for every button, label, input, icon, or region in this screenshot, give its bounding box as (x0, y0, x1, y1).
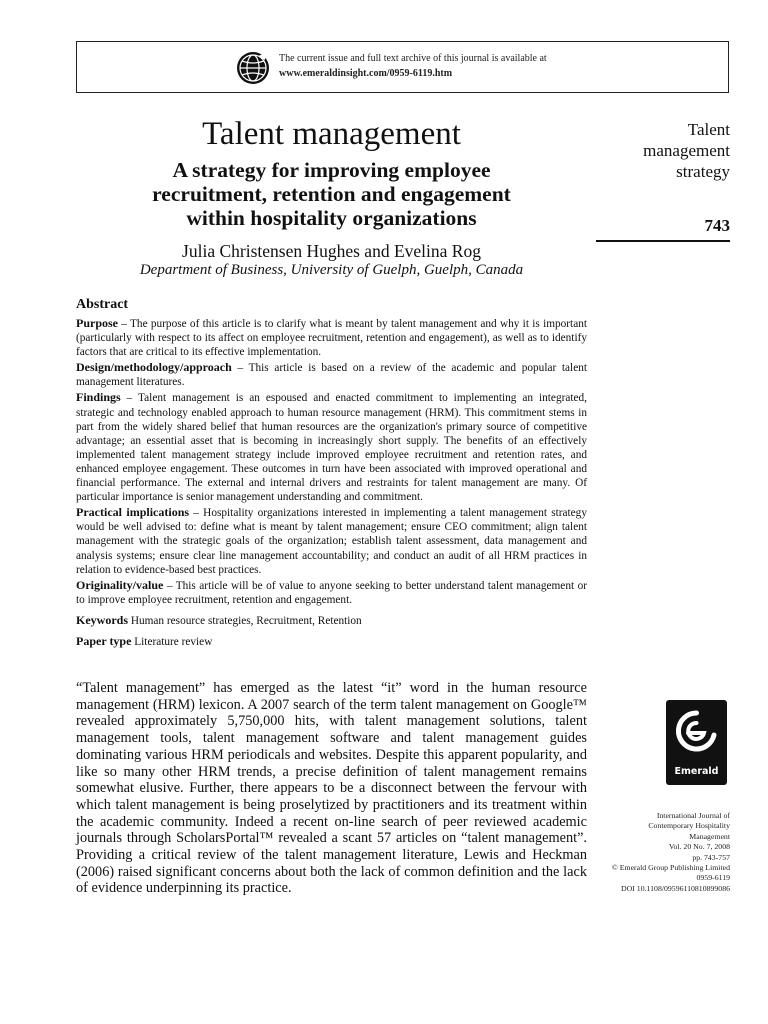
affiliation: Department of Business, University of Guelph, Guelph, Canada (139, 262, 524, 278)
abstract-purpose (76, 316, 587, 359)
banner-url[interactable]: www.emeraldinsight.com/0959-6119.htm (279, 68, 453, 79)
paper-type-text: Literature review (131, 635, 213, 648)
section-text: – Hospitality organizations interested in implementing a talent management strategy would be well advised to: define what is meant by talent management; ensure CEO commitment; align talent management with the strategic goals of the organization; establish talent assessment, data management and analysis systems; ensure clear line management accountability; and conduct an audit of all HRM practices in relation to evidence-based best practices. (76, 507, 587, 576)
page-number: 743 (704, 216, 730, 235)
paper-type-label: Paper type (76, 633, 132, 648)
body-paragraph: “Talent management” has emerged as the latest “it” word in the human resource management (HRM) lexicon. A 2007 search of the term talent management on Google™ revealed approximately 5,750,000 hits, with talent management solutions, talent management tools, talent management software and talent management guides dominating various HRM periodicals and websites. Despite this apparent popularity, and like so many other HRM trends, a precise definition of talent management remains somewhat elusive. Further, there appears to be a disconnect between the fervour with which talent management is being proselytized by practitioners and its treatment within the academic community. Indeed a recent on-line search of peer reviewed academic journals through ScholarsPortal™ revealed a scant 57 articles on “talent management”. Providing a critical review of the talent management literature, Lewis and Heckman (2006) raised significant concerns about both the lack of common definition and the lack of evidence underpinning its practice. (76, 680, 587, 897)
emerald-logo-icon (666, 700, 727, 785)
abstract-design (76, 360, 587, 389)
citation-block (590, 811, 730, 894)
subtitle-line: A strategy for improving employee (172, 158, 491, 182)
section-label: Design/methodology/approach (76, 360, 232, 375)
section-label: Purpose (76, 316, 118, 330)
banner-text: The current issue and full text archive of this journal is available at (279, 53, 547, 64)
emerald-mark-icon (674, 708, 719, 760)
journal-banner (76, 41, 729, 93)
paper-type (76, 634, 587, 649)
abstract-heading: Abstract (76, 297, 129, 312)
abstract-findings (76, 390, 587, 504)
citation-line: Management (689, 831, 730, 841)
abstract-originality (76, 578, 587, 607)
citation-line: Vol. 20 No. 7, 2008 (668, 842, 730, 852)
citation-line: 0959-6119 (696, 873, 730, 883)
running-head (596, 119, 730, 182)
globe-icon (236, 51, 270, 85)
running-head-line: Talent (687, 120, 730, 139)
citation-line: International Journal of (656, 811, 730, 820)
citation-line: © Emerald Group Publishing Limited (611, 863, 730, 873)
keywords-text: Human resource strategies, Recruitment, Retention (128, 614, 362, 627)
article-title: Talent management (202, 116, 461, 152)
section-text: – This article will be of value to anyone seeking to better understand talent management or to improve employee recruitment, retention and engagement. (76, 579, 587, 606)
section-text: – This article is based on a review of the academic and popular talent management literatures. (76, 362, 587, 389)
running-head-line: management (643, 141, 730, 160)
logo-text: Emerald (674, 766, 719, 777)
keywords-label: Keywords (76, 612, 128, 627)
keywords (76, 613, 587, 628)
authors: Julia Christensen Hughes and Evelina Rog (182, 241, 481, 261)
citation-line: DOI 10.1108/09596110810899086 (620, 883, 730, 893)
running-head-line: strategy (676, 162, 730, 181)
abstract (76, 297, 587, 649)
section-label: Originality/value (76, 577, 164, 592)
citation-line: pp. 743-757 (692, 852, 730, 862)
citation-line: Contemporary Hospitality (648, 821, 730, 831)
section-label: Findings (76, 390, 121, 405)
article-subtitle (76, 158, 587, 230)
subtitle-line: recruitment, retention and engagement (152, 182, 511, 206)
section-text: – Talent management is an espoused and enacted commitment to implementing an integrated, strategic and technology enabled approach to human resource management (HRM). This commitment stems in part from the widely shared belief that human resources are the organization's primary source of competitive advantage; an essential asset that is becoming in increasingly short supply. The benefits of an effectively implemented talent management strategy include improved employee recruitment and retention rates, and enhanced employee engagement. These outcomes in turn have been associated with improved operational and financial performance. The external and internal drivers and restraints for talent management are many. Of particular importance is senior management understanding and commitment. (76, 392, 587, 504)
abstract-implications (76, 505, 587, 576)
section-label: Practical implications (76, 505, 190, 520)
section-text: – The purpose of this article is to clarify what is meant by talent management and why it is important (particularly with respect to its affect on employee recruitment, retention and engagement), as well as to identify factors that are critical to its effective implementation. (76, 318, 587, 359)
subtitle-line: within hospitality organizations (186, 206, 477, 230)
divider (596, 240, 730, 242)
